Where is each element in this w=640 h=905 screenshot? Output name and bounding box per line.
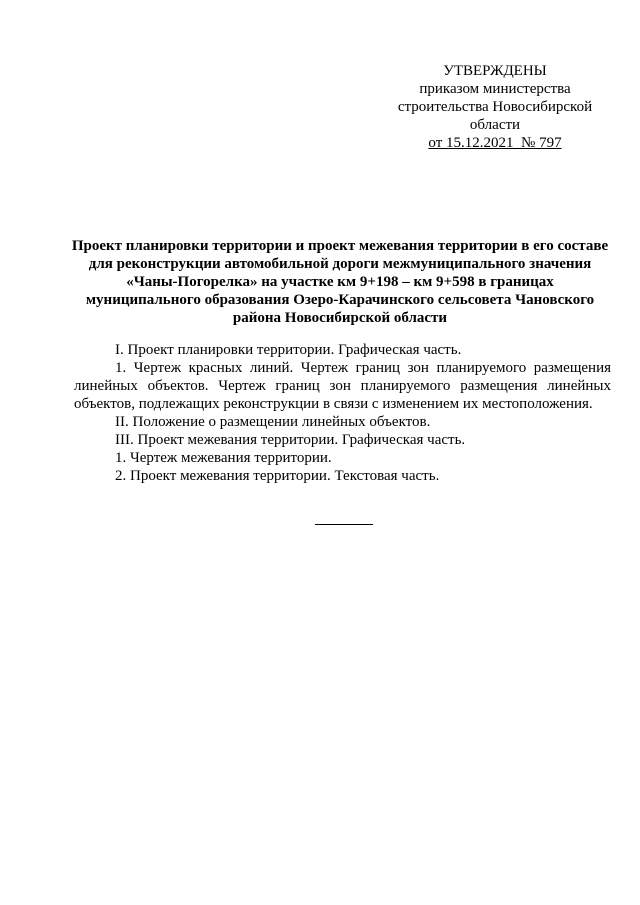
contents-item: 2. Проект межевания территории. Текстовая часть. <box>115 468 440 484</box>
approval-heading: УТВЕРЖДЕНЫ <box>443 63 547 79</box>
end-divider <box>315 524 373 525</box>
contents-list <box>74 341 611 485</box>
approval-line: приказом министерства <box>419 81 571 97</box>
approval-line: области <box>469 117 521 133</box>
contents-item: 1. Чертеж межевания территории. <box>115 450 332 466</box>
approval-date-number <box>380 134 610 152</box>
contents-item: II. Положение о размещении линейных объектов. <box>115 414 431 430</box>
approval-date-number-text: от 15.12.2021 № 797 <box>428 135 562 151</box>
contents-item: 1. Чертеж красных линий. Чертеж границ зон планируемого размещения линейных объектов. Чертеж границ зон планируемого размещения линейных объектов, подлежащих реконструкции в связи с изменением их местоположения. <box>74 360 611 412</box>
contents-item: III. Проект межевания территории. Графическая часть. <box>115 432 466 448</box>
approval-block <box>380 62 610 152</box>
approval-line: строительства Новосибирской <box>397 99 593 115</box>
document-title: Проект планировки территории и проект межевания территории в его составе для реконструкции автомобильной дороги межмуниципального значения «Чаны-Погорелка» на участке км 9+198 – км 9+598 в границах муниципального образования Озеро-Карачинского сельсовета Чановского района Новосибирской области <box>71 238 609 326</box>
contents-item: I. Проект планировки территории. Графическая часть. <box>115 342 462 358</box>
